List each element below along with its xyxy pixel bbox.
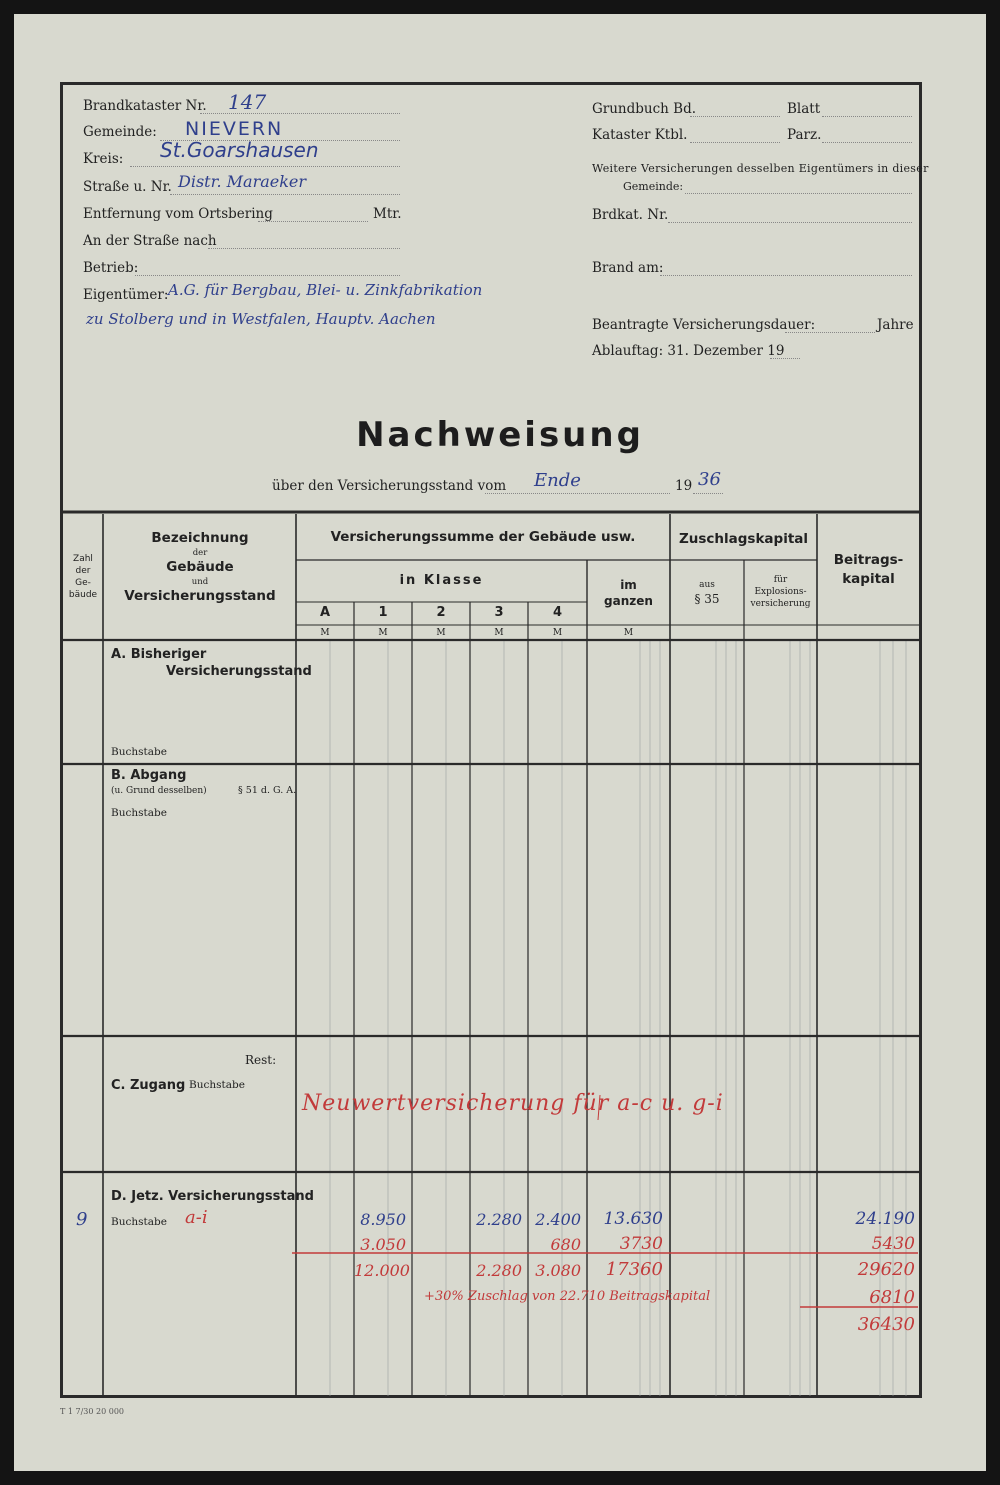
betrieb-label: Betrieb: [83,260,139,276]
col-klasse-3: 3 [494,605,504,620]
col-in-klasse-header: in Klasse [399,573,484,588]
section-d-buchstabe-value: a-i [185,1207,208,1228]
subtitle-year-prefix: 19 [675,478,693,494]
section-b-sub: (u. Grund desselben) [111,786,207,796]
unit-marker: M [552,628,563,638]
entfernung-label: Entfernung vom Ortsbering [83,206,273,222]
subtitle-date: Ende [534,470,581,491]
zuschlag-note: +30% Zuschlag von 22.710 Beitragskapital [424,1289,711,1304]
section-d-zahl: 9 [76,1209,88,1230]
row2-beitrag: 5430 [871,1234,915,1254]
section-b-buchstabe: Buchstabe [111,807,167,819]
jahre-label: Jahre [877,317,914,333]
row1-ganzen: 13.630 [603,1209,663,1229]
section-rest: Rest: [245,1053,277,1067]
col-klasse-1: 1 [378,605,388,620]
brand-label: Brand am: [592,260,664,276]
weitere-line1: Weitere Versicherungen desselben Eigentümers in dieser [592,162,929,175]
kreis-label: Kreis: [83,151,124,167]
eigentuemer-line2: zu Stolberg und in Westfalen, Hauptv. Aachen [86,310,436,328]
section-b-title: B. Abgang [111,768,187,783]
subtitle-year: 36 [698,469,721,490]
row3-ganzen: 17360 [605,1259,663,1280]
section-d-title: D. Jetz. Versicherungsstand [111,1189,314,1204]
subtitle-text: über den Versicherungsstand vom [272,478,507,494]
section-a-title: A. Bisheriger [111,647,207,662]
section-c-note: Neuwertversicherung für a-c u. g-i [302,1091,724,1116]
weitere-line2: Gemeinde: [623,180,684,193]
brandkataster-label: Brandkataster Nr. [83,98,207,114]
blatt-label: Blatt [787,101,821,117]
col-klasse-2: 2 [436,605,446,620]
row2-klasse1: 3.050 [360,1235,406,1254]
brandkataster-value: 147 [228,90,267,114]
kreis-value: St.Goarshausen [160,138,319,162]
unit-marker: M [378,628,388,638]
section-a-title2: Versicherungsstand [166,664,312,679]
col-klasse-4: 4 [552,605,563,620]
parz-label: Parz. [787,127,822,143]
strasse-label: Straße u. Nr. [83,179,172,195]
grundbuch-label: Grundbuch Bd. [592,101,697,117]
page-title: Nachweisung [356,415,644,455]
row1-beitrag: 24.190 [855,1209,915,1229]
kataster-label: Kataster Ktbl. [592,127,688,143]
eigentuemer-line1: A.G. für Bergbau, Blei- u. Zinkfabrikation [168,281,483,299]
col-im-ganzen-header: im ganzen [604,578,653,608]
unit-marker: M [436,628,446,638]
section-c-title: C. Zugang [111,1078,186,1093]
an-der-strasse-label: An der Straße nach [83,233,217,249]
col-aus-35-header: aus § 35 [694,580,720,606]
col-bezeichnung-header: Bezeichnung der Gebäude und Versicherungsstand [124,530,276,604]
ablauf-label: Ablauftag: 31. Dezember 19 [592,343,785,359]
row1-klasse4: 2.400 [535,1210,581,1229]
row3-klasse4: 3.080 [535,1261,581,1280]
brdkat-label: Brdkat. Nr. [592,207,669,223]
dauer-label: Beantragte Versicherungsdauer: [592,317,816,333]
unit-marker: M [320,628,330,638]
col-beitragskapital-header: Beitrags- kapital [833,552,904,587]
entfernung-unit: Mtr. [373,206,402,222]
row1-klasse3: 2.280 [476,1210,522,1229]
eigentuemer-label: Eigentümer: [83,287,169,303]
row3-klasse3: 2.280 [476,1261,522,1280]
gemeinde-label: Gemeinde: [83,124,157,140]
section-b-ref: § 51 d. G. A. [238,785,297,796]
row3-beitrag: 29620 [857,1259,915,1280]
row2-ganzen: 3730 [619,1234,663,1254]
row1-klasse1: 8.950 [360,1210,406,1229]
section-a-buchstabe: Buchstabe [111,746,167,758]
col-zahl-header: Zahl der Ge- bäude [68,554,98,600]
col-klasse-a: A [319,605,331,620]
row2-klasse4: 680 [550,1235,581,1254]
form-code: T 1 7/30 20 000 [60,1407,125,1416]
section-c-buchstabe: Buchstabe [189,1079,245,1091]
unit-marker: M [494,628,504,638]
zuschlag-value: 6810 [869,1287,915,1308]
strasse-value: Distr. Maraeker [178,172,307,191]
total-value: 36430 [857,1314,915,1335]
gemeinde-value: NIEVERN [185,118,284,140]
section-d-buchstabe: Buchstabe [111,1216,167,1228]
col-explosion-header: für Explosions- versicherung [750,575,811,609]
col-versicherungssumme-header: Versicherungssumme der Gebäude usw. [330,529,636,545]
unit-marker: M [623,628,634,638]
col-zuschlagskapital-header: Zuschlagskapital [678,531,809,547]
row3-klasse1: 12.000 [354,1261,410,1280]
